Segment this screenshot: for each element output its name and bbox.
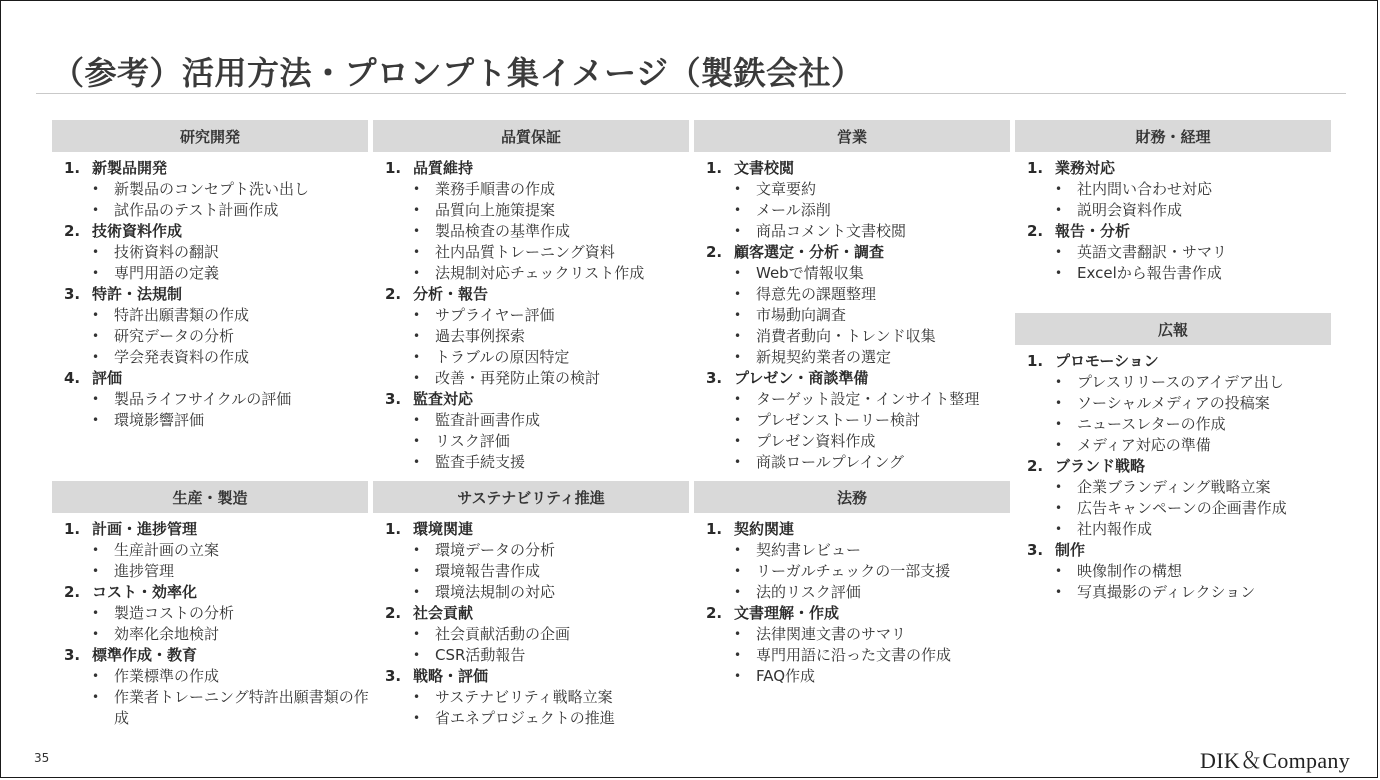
- list-item-text: プレゼンストーリー検討: [756, 411, 920, 429]
- list-item-text: 企業ブランディング戦略立案: [1077, 478, 1271, 496]
- list-item: [1015, 372, 1331, 393]
- list-item-text: 社会貢献活動の企画: [435, 625, 571, 643]
- list-item-text: 環境影響評価: [114, 411, 205, 429]
- bullet-icon: •: [1055, 396, 1063, 410]
- category-heading: [373, 603, 689, 624]
- dept-header: 研究開発: [52, 120, 368, 152]
- list-item: [1015, 393, 1331, 414]
- dept-header: サステナビリティ推進: [373, 481, 689, 513]
- list-item: [694, 305, 1010, 326]
- list-item: [373, 431, 689, 452]
- list-item: [373, 200, 689, 221]
- category-number: 4.: [64, 369, 81, 387]
- category-heading: [1015, 540, 1331, 561]
- dept-block: [694, 120, 1010, 473]
- category-number: 2.: [706, 243, 723, 261]
- list-item-text: 省エネプロジェクトの推進: [435, 709, 615, 727]
- list-item: [694, 179, 1010, 200]
- list-item-text: トラブルの原因特定: [435, 348, 570, 366]
- category-number: 3.: [64, 646, 81, 664]
- list-item: [373, 624, 689, 645]
- list-item: [694, 347, 1010, 368]
- list-item: [373, 645, 689, 666]
- list-item: [373, 263, 689, 284]
- page-number: 35: [34, 751, 50, 765]
- list-item-text: 生産計画の立案: [114, 541, 220, 559]
- list-item-text: 法規制対応チェックリスト作成: [435, 264, 645, 282]
- list-item: [52, 410, 368, 431]
- bullet-icon: •: [734, 669, 742, 683]
- bullet-icon: •: [734, 287, 742, 301]
- bullet-icon: •: [92, 392, 100, 406]
- category-heading: [1015, 351, 1331, 372]
- bullet-icon: •: [1055, 522, 1063, 536]
- list-item-text: 環境データの分析: [435, 541, 556, 559]
- title-divider: [36, 93, 1346, 94]
- list-item-text: 環境報告書作成: [435, 562, 541, 580]
- bullet-icon: •: [92, 564, 100, 578]
- bullet-icon: •: [92, 606, 100, 620]
- bullet-icon: •: [92, 203, 100, 217]
- bullet-icon: •: [92, 413, 100, 427]
- dept-block: [1015, 120, 1331, 284]
- company-logo: DIK＆Company: [1200, 748, 1350, 773]
- category-number: 3.: [1027, 541, 1044, 559]
- bullet-icon: •: [413, 690, 421, 704]
- list-item: [52, 242, 368, 263]
- category-heading: [694, 242, 1010, 263]
- bullet-icon: •: [734, 182, 742, 196]
- dept-body: [373, 152, 689, 473]
- category-label: 戦略・評価: [413, 667, 489, 685]
- list-item-text: メール添削: [756, 201, 831, 219]
- list-item: [373, 582, 689, 603]
- list-item: [694, 561, 1010, 582]
- list-item: [694, 431, 1010, 452]
- list-item-text: 法律関連文書のサマリ: [756, 625, 907, 643]
- bullet-icon: •: [92, 543, 100, 557]
- category-number: 1.: [64, 159, 81, 177]
- category-heading: [1015, 158, 1331, 179]
- category-heading: [694, 158, 1010, 179]
- list-item: [52, 603, 368, 624]
- category-label: プレゼン・商談準備: [734, 369, 869, 387]
- category-heading: [52, 519, 368, 540]
- category-heading: [694, 368, 1010, 389]
- dept-block: [52, 120, 368, 431]
- list-item-text: 新規契約業者の選定: [756, 348, 892, 366]
- list-item: [694, 389, 1010, 410]
- bullet-icon: •: [1055, 480, 1063, 494]
- category-label: プロモーション: [1055, 352, 1159, 370]
- dept-body: [52, 152, 368, 431]
- list-item-text: 社内報作成: [1077, 520, 1153, 538]
- dept-header: 法務: [694, 481, 1010, 513]
- bullet-icon: •: [1055, 564, 1063, 578]
- category-number: 2.: [706, 604, 723, 622]
- dept-body: [694, 513, 1010, 687]
- bullet-icon: •: [92, 329, 100, 343]
- bullet-icon: •: [413, 627, 421, 641]
- list-item: [694, 221, 1010, 242]
- list-item: [373, 561, 689, 582]
- list-item: [694, 263, 1010, 284]
- list-item-text: リーガルチェックの一部支援: [756, 562, 951, 580]
- bullet-icon: •: [1055, 501, 1063, 515]
- category-number: 1.: [385, 159, 402, 177]
- list-item: [52, 389, 368, 410]
- bullet-icon: •: [734, 224, 742, 238]
- bullet-icon: •: [413, 711, 421, 725]
- list-item: [52, 326, 368, 347]
- category-heading: [373, 519, 689, 540]
- list-item: [1015, 582, 1331, 603]
- bullet-icon: •: [1055, 438, 1063, 452]
- bullet-icon: •: [734, 308, 742, 322]
- list-item: [1015, 414, 1331, 435]
- category-label: 環境関連: [413, 520, 474, 538]
- category-number: 1.: [64, 520, 81, 538]
- list-item: [694, 452, 1010, 473]
- category-heading: [52, 221, 368, 242]
- bullet-icon: •: [1055, 585, 1063, 599]
- list-item: [52, 179, 368, 200]
- category-number: 2.: [64, 583, 81, 601]
- list-item: [52, 200, 368, 221]
- dept-header: 財務・経理: [1015, 120, 1331, 152]
- list-item-text: Webで情報収集: [756, 264, 864, 282]
- dept-header: 生産・製造: [52, 481, 368, 513]
- list-item-text: 商品コメント文書校閲: [756, 222, 907, 240]
- list-item: [1015, 561, 1331, 582]
- category-heading: [52, 645, 368, 666]
- category-label: 標準作成・教育: [92, 646, 198, 664]
- bullet-icon: •: [92, 266, 100, 280]
- category-label: 計画・進捗管理: [92, 520, 198, 538]
- list-item-text: 製造コストの分析: [114, 604, 235, 622]
- category-label: 特許・法規制: [92, 285, 183, 303]
- list-item: [694, 200, 1010, 221]
- category-heading: [52, 158, 368, 179]
- list-item-text: 学会発表資料の作成: [114, 348, 250, 366]
- list-item: [373, 540, 689, 561]
- bullet-icon: •: [734, 203, 742, 217]
- category-label: 技術資料作成: [92, 222, 183, 240]
- list-item-text: 専門用語に沿った文書の作成: [756, 646, 952, 664]
- list-item-text: 品質向上施策提案: [435, 201, 556, 219]
- list-item: [52, 561, 368, 582]
- category-number: 2.: [385, 604, 402, 622]
- bullet-icon: •: [413, 648, 421, 662]
- category-number: 1.: [706, 159, 723, 177]
- list-item-text: 監査計画書作成: [435, 411, 541, 429]
- category-label: 顧客選定・分析・調査: [734, 243, 885, 261]
- category-number: 3.: [64, 285, 81, 303]
- category-heading: [373, 666, 689, 687]
- category-label: 文書校閲: [734, 159, 795, 177]
- category-heading: [694, 603, 1010, 624]
- bullet-icon: •: [413, 564, 421, 578]
- list-item-text: 新製品のコンセプト洗い出し: [114, 180, 310, 198]
- list-item-text: 説明会資料作成: [1077, 201, 1183, 219]
- bullet-icon: •: [413, 308, 421, 322]
- bullet-icon: •: [92, 690, 100, 704]
- list-item: [373, 368, 689, 389]
- category-label: 評価: [92, 369, 123, 387]
- category-number: 1.: [706, 520, 723, 538]
- list-item-text: ソーシャルメディアの投稿案: [1077, 394, 1270, 412]
- category-heading: [52, 582, 368, 603]
- list-item-text: ターゲット設定・インサイト整理: [756, 390, 980, 408]
- list-item-text: 過去事例探索: [435, 327, 526, 345]
- list-item-text: 研究データの分析: [114, 327, 235, 345]
- list-item: [1015, 498, 1331, 519]
- bullet-icon: •: [413, 266, 421, 280]
- list-item: [694, 666, 1010, 687]
- list-item-text: 英語文書翻訳・サマリ: [1077, 243, 1228, 261]
- list-item: [373, 347, 689, 368]
- bullet-icon: •: [413, 329, 421, 343]
- category-number: 1.: [1027, 159, 1044, 177]
- list-item: [1015, 435, 1331, 456]
- bullet-icon: •: [1055, 182, 1063, 196]
- list-item-text: 社内品質トレーニング資料: [435, 243, 615, 261]
- list-item: [373, 221, 689, 242]
- category-label: 監査対応: [413, 390, 474, 408]
- list-item: [373, 452, 689, 473]
- list-item-text: 写真撮影のディレクション: [1077, 583, 1256, 601]
- bullet-icon: •: [92, 245, 100, 259]
- bullet-icon: •: [734, 413, 742, 427]
- list-item: [52, 687, 368, 729]
- list-item: [1015, 477, 1331, 498]
- bullet-icon: •: [92, 350, 100, 364]
- list-item-text: 得意先の課題整理: [756, 285, 877, 303]
- category-heading: [1015, 456, 1331, 477]
- bullet-icon: •: [734, 350, 742, 364]
- category-number: 2.: [1027, 222, 1044, 240]
- list-item: [1015, 263, 1331, 284]
- list-item: [694, 645, 1010, 666]
- bullet-icon: •: [734, 564, 742, 578]
- list-item-text: 市場動向調査: [756, 306, 847, 324]
- list-item-text: 技術資料の翻訳: [114, 243, 220, 261]
- bullet-icon: •: [413, 182, 421, 196]
- bullet-icon: •: [734, 329, 742, 343]
- list-item: [694, 540, 1010, 561]
- list-item: [1015, 179, 1331, 200]
- category-label: 報告・分析: [1055, 222, 1131, 240]
- bullet-icon: •: [734, 543, 742, 557]
- bullet-icon: •: [413, 350, 421, 364]
- dept-header: 広報: [1015, 313, 1331, 345]
- bullet-icon: •: [734, 434, 742, 448]
- list-item-text: 商談ロールプレイング: [756, 453, 905, 471]
- category-number: 3.: [385, 667, 402, 685]
- list-item: [373, 179, 689, 200]
- bullet-icon: •: [1055, 417, 1063, 431]
- category-label: 新製品開発: [92, 159, 168, 177]
- list-item: [1015, 519, 1331, 540]
- category-number: 1.: [385, 520, 402, 538]
- list-item-text: 試作品のテスト計画作成: [114, 201, 279, 219]
- category-label: 社会貢献: [413, 604, 474, 622]
- bullet-icon: •: [413, 371, 421, 385]
- list-item-text: プレスリリースのアイデア出し: [1077, 373, 1284, 391]
- bullet-icon: •: [1055, 375, 1063, 389]
- bullet-icon: •: [92, 308, 100, 322]
- bullet-icon: •: [92, 627, 100, 641]
- category-heading: [694, 519, 1010, 540]
- bullet-icon: •: [92, 669, 100, 683]
- category-heading: [373, 284, 689, 305]
- list-item-text: 進捗管理: [114, 562, 175, 580]
- list-item: [694, 284, 1010, 305]
- list-item: [373, 687, 689, 708]
- list-item-text: 業務手順書の作成: [435, 180, 556, 198]
- list-item: [52, 263, 368, 284]
- bullet-icon: •: [413, 543, 421, 557]
- dept-body: [694, 152, 1010, 473]
- category-number: 2.: [1027, 457, 1044, 475]
- bullet-icon: •: [734, 392, 742, 406]
- list-item: [694, 624, 1010, 645]
- category-label: ブランド戦略: [1055, 457, 1146, 475]
- category-number: 2.: [64, 222, 81, 240]
- page-title: （参考）活用方法・プロンプト集イメージ（製鉄会社）: [52, 54, 864, 92]
- bullet-icon: •: [413, 434, 421, 448]
- bullet-icon: •: [734, 627, 742, 641]
- dept-block: [52, 481, 368, 729]
- category-label: コスト・効率化: [92, 583, 198, 601]
- list-item-text: 改善・再発防止策の検討: [435, 369, 601, 387]
- dept-header: 営業: [694, 120, 1010, 152]
- dept-header: 品質保証: [373, 120, 689, 152]
- dept-block: [1015, 313, 1331, 603]
- list-item-text: 広告キャンペーンの企画書作成: [1077, 499, 1287, 517]
- list-item-text: Excelから報告書作成: [1077, 264, 1222, 282]
- list-item-text: 環境法規制の対応: [435, 583, 556, 601]
- category-label: 契約関連: [734, 520, 795, 538]
- list-item-text: 作業者トレーニング特許出願書類の作成: [114, 688, 369, 727]
- category-number: 3.: [706, 369, 723, 387]
- list-item-text: FAQ作成: [756, 667, 816, 685]
- category-number: 1.: [1027, 352, 1044, 370]
- category-label: 業務対応: [1055, 159, 1116, 177]
- dept-block: [694, 481, 1010, 687]
- list-item-text: 効率化余地検討: [114, 625, 220, 643]
- bullet-icon: •: [413, 203, 421, 217]
- dept-body: [52, 513, 368, 729]
- category-heading: [373, 389, 689, 410]
- list-item-text: 法的リスク評価: [756, 583, 861, 601]
- dept-block: [373, 481, 689, 729]
- bullet-icon: •: [734, 266, 742, 280]
- category-label: 制作: [1055, 541, 1086, 559]
- bullet-icon: •: [413, 224, 421, 238]
- dept-block: [373, 120, 689, 473]
- list-item-text: 社内問い合わせ対応: [1077, 180, 1213, 198]
- category-number: 3.: [385, 390, 402, 408]
- dept-body: [1015, 152, 1331, 284]
- list-item: [52, 305, 368, 326]
- list-item-text: メディア対応の準備: [1077, 436, 1211, 454]
- list-item-text: ニュースレターの作成: [1077, 415, 1226, 433]
- list-item-text: 消費者動向・トレンド収集: [756, 327, 936, 345]
- list-item-text: CSR活動報告: [435, 646, 526, 664]
- dept-body: [1015, 345, 1331, 603]
- list-item-text: サプライヤー評価: [435, 306, 555, 324]
- dept-body: [373, 513, 689, 729]
- bullet-icon: •: [413, 585, 421, 599]
- list-item-text: サステナビリティ戦略立案: [435, 688, 613, 706]
- list-item: [373, 305, 689, 326]
- list-item: [373, 242, 689, 263]
- list-item: [373, 326, 689, 347]
- list-item-text: 文章要約: [756, 180, 817, 198]
- list-item: [52, 347, 368, 368]
- list-item-text: 特許出願書類の作成: [114, 306, 250, 324]
- category-number: 2.: [385, 285, 402, 303]
- category-label: 文書理解・作成: [734, 604, 840, 622]
- bullet-icon: •: [1055, 203, 1063, 217]
- list-item: [52, 624, 368, 645]
- bullet-icon: •: [1055, 266, 1063, 280]
- category-heading: [373, 158, 689, 179]
- list-item-text: 専門用語の定義: [114, 264, 220, 282]
- list-item-text: 監査手続支援: [435, 453, 526, 471]
- bullet-icon: •: [734, 648, 742, 662]
- list-item: [373, 708, 689, 729]
- list-item-text: プレゼン資料作成: [756, 432, 876, 450]
- bullet-icon: •: [734, 585, 742, 599]
- list-item-text: 製品検査の基準作成: [435, 222, 571, 240]
- category-heading: [52, 284, 368, 305]
- list-item: [694, 582, 1010, 603]
- category-label: 品質維持: [413, 159, 474, 177]
- list-item: [694, 410, 1010, 431]
- list-item: [694, 326, 1010, 347]
- list-item: [52, 540, 368, 561]
- bullet-icon: •: [92, 182, 100, 196]
- bullet-icon: •: [413, 455, 421, 469]
- list-item-text: 製品ライフサイクルの評価: [114, 390, 292, 408]
- list-item-text: 契約書レビュー: [756, 541, 862, 559]
- category-heading: [52, 368, 368, 389]
- category-label: 分析・報告: [413, 285, 489, 303]
- list-item-text: 映像制作の構想: [1077, 562, 1183, 580]
- list-item: [1015, 242, 1331, 263]
- list-item: [52, 666, 368, 687]
- bullet-icon: •: [1055, 245, 1063, 259]
- list-item-text: リスク評価: [435, 432, 510, 450]
- bullet-icon: •: [413, 413, 421, 427]
- bullet-icon: •: [734, 455, 742, 469]
- list-item-text: 作業標準の作成: [114, 667, 220, 685]
- bullet-icon: •: [413, 245, 421, 259]
- list-item: [1015, 200, 1331, 221]
- category-heading: [1015, 221, 1331, 242]
- list-item: [373, 410, 689, 431]
